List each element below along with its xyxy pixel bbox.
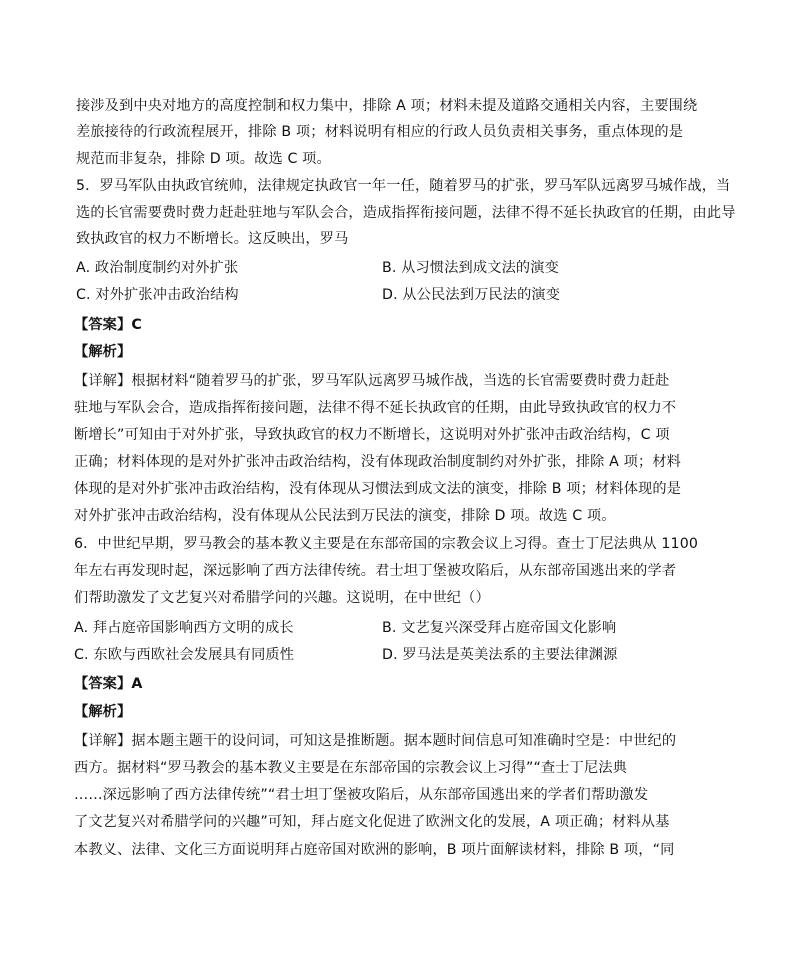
question-6-stem-line-1: 6．中世纪早期，罗马教会的基本教义主要是在东部帝国的宗教会议上习得。查士丁尼法典从 1100 xyxy=(74,536,699,552)
question-5-option-a: A. 政治制度制约对外扩张 xyxy=(76,260,239,276)
question-5-analysis-label: 【解析】 xyxy=(74,344,132,360)
question-6-option-a: A. 拜占庭帝国影响西方文明的成长 xyxy=(74,620,294,636)
intro-line-2: 差旅接待的行政流程展开，排除 B 项；材料说明有相应的行政人员负责相关事务，重点体现的是 xyxy=(76,124,684,140)
question-6-option-c: C. 东欧与西欧社会发展具有同质性 xyxy=(74,647,295,663)
question-5-detail-line-5: 体现的是对外扩张冲击政治结构，没有体现从习惯法到成文法的演变，排除 B 项；材料体现的是 xyxy=(74,481,682,497)
question-5-option-c: C. 对外扩张冲击政治结构 xyxy=(76,287,239,303)
question-5-stem-line-2: 选的长官需要费时费力赶赴驻地与军队会合，造成指挥衔接问题，法律不得不延长执政官的任期，由此导 xyxy=(76,205,736,221)
question-5-answer: 【答案】C xyxy=(74,317,142,333)
question-6-analysis-label: 【解析】 xyxy=(74,704,132,720)
question-5-detail-line-4: 正确；材料体现的是对外扩张冲击政治结构，没有体现政治制度制约对外扩张，排除 A 项；材料 xyxy=(74,454,682,470)
question-5-option-b: B. 从习惯法到成文法的演变 xyxy=(382,260,559,276)
question-6-option-b: B. 文艺复兴深受拜占庭帝国文化影响 xyxy=(382,620,617,636)
question-6-detail-line-2: 西方。据材料“罗马教会的基本教义主要是在东部帝国的宗教会议上习得”“查士丁尼法典 xyxy=(74,760,627,776)
question-5-detail-line-3: 断增长”可知由于对外扩张，导致执政官的权力不断增长，这说明对外扩张冲击政治结构，C 项 xyxy=(74,427,670,443)
question-6-answer: 【答案】A xyxy=(74,676,143,692)
question-6-option-d: D. 罗马法是英美法系的主要法律渊源 xyxy=(382,647,618,663)
question-6-detail-line-4: 了文艺复兴对希腊学问的兴趣”可知，拜占庭文化促进了欧洲文化的发展，A 项正确；材料从基 xyxy=(74,814,670,830)
question-5-stem-line-1: 5．罗马军队由执政官统帅，法律规定执政官一年一任，随着罗马的扩张，罗马军队远离罗马城作战，当 xyxy=(76,178,731,194)
intro-line-3: 规范而非复杂，排除 D 项。故选 C 项。 xyxy=(76,151,331,167)
question-5-detail-line-2: 驻地与军队会合，造成指挥衔接问题，法律不得不延长执政官的任期，由此导致执政官的权力不 xyxy=(74,400,677,416)
question-6-stem-line-3: 们帮助激发了文艺复兴对希腊学问的兴趣。这说明，在中世纪（） xyxy=(74,590,490,606)
question-6-stem-line-2: 年左右再发现时起，深远影响了西方法律传统。君士坦丁堡被攻陷后，从东部帝国逃出来的学者 xyxy=(74,563,677,579)
question-5-detail-line-6: 对外扩张冲击政治结构，没有体现从公民法到万民法的演变，排除 D 项。故选 C 项。 xyxy=(74,508,616,524)
question-6-detail-line-5: 本教义、法律、文化三方面说明拜占庭帝国对欧洲的影响，B 项片面解读材料，排除 B 项，“同 xyxy=(74,842,675,858)
question-6-detail-line-1: 【详解】据本题主题干的设问词，可知这是推断题。据本题时间信息可知准确时空是：中世纪的 xyxy=(74,733,677,749)
question-6-detail-line-3: ……深远影响了西方法律传统”“君士坦丁堡被攻陷后，从东部帝国逃出来的学者们帮助激发 xyxy=(74,787,649,803)
question-5-option-d: D. 从公民法到万民法的演变 xyxy=(382,287,561,303)
question-5-detail-line-1: 【详解】根据材料“随着罗马的扩张，罗马军队远离罗马城作战，当选的长官需要费时费力赶赴 xyxy=(74,373,670,389)
intro-line-1: 接涉及到中央对地方的高度控制和权力集中，排除 A 项；材料未提及道路交通相关内容，主要围绕 xyxy=(76,98,698,114)
question-5-stem-line-3: 致执政官的权力不断增长。这反映出，罗马 xyxy=(76,231,349,247)
